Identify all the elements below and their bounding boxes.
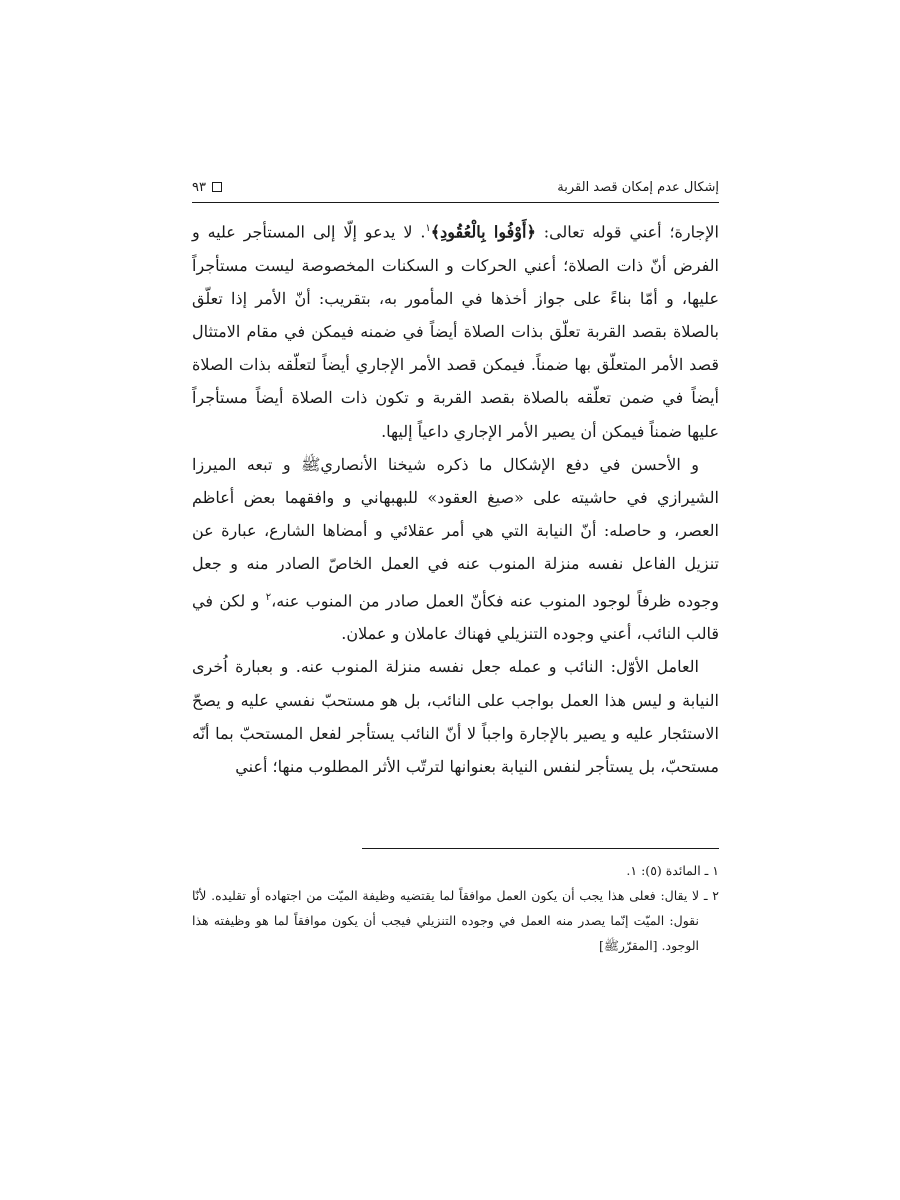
- paragraph-2: [192, 448, 719, 651]
- paragraph-3: العامل الأوّل: النائب و عمله جعل نفسه منزلة المنوب عنه. و بعبارة اُخرى النيابة و ليس هذا العمل بواجب على النائب، بل هو مستحبّ نفسي عليه و يصحّ الاستئجار عليه و يصير بالإجارة واجباً لا أنّ النائب يستأجر لفعل المستحبّ بما أنّه مستحبّ، بل يستأجر لنفس النيابة بعنوانها لترتّب الأثر المطلوب منها؛ أعني: [192, 657, 719, 776]
- footnote-ref-2: ٢: [265, 591, 272, 603]
- footnote-1: ١ ـ المائدة (٥): ١.: [626, 863, 719, 878]
- footnote-ref-1: ١: [425, 223, 431, 234]
- paragraph-1-text-b: . لا يدعو إلّا إلى المستأجر عليه و الفرض أنّ ذات الصلاة؛ أعني الحركات و السكنات المخصوصة ليست مستأجراً عليها، و أمّا بناءً على جواز أخذها في المأمور به، بتقريب: أنّ الأمر إذا تعلّق بالصلاة بقصد القربة تعلّق بذات الصلاة أيضاً في ضمنه فيمكن في مقام الامتثال قصد الأمر المتعلّق بها ضمناً. فيمكن قصد الأمر الإجاري أيضاً لتعلّقه بذات الصلاة أيضاً في ضمن تعلّقه بالصلاة بقصد القربة و تكون ذات الصلاة أيضاً مستأجراً عليها ضمناً فيمكن أن يصير الأمر الإجاري داعياً إليها.: [192, 222, 719, 441]
- quran-verse: ﴿أَوْفُوا بِالْعُقُودِ﴾: [430, 222, 536, 242]
- body-text: [192, 212, 719, 783]
- paragraph-1-text-a: الإجارة؛ أعني قوله تعالى:: [535, 222, 719, 242]
- paragraph-2-text-a: و الأحسن في دفع الإشكال ما ذكره شيخنا الأنصاري‏ﷺ و تبعه الميرزا الشيرازي في حاشيته على «صيغ العقود» للبهبهاني و وافقهما بعض أعاظم العصر، و حاصله: أنّ النيابة التي هي أمر عقلائي و أمضاها الشارع، عبارة عن تنزيل الفاعل نفسه منزلة المنوب عنه في العمل الخاصّ الصادر منه و جعل وجوده ظرفاً لوجود المنوب عنه فكأنّ العمل صادر من المنوب عنه،: [192, 454, 720, 610]
- paragraph-1: [192, 212, 719, 448]
- chapter-title: إشكال عدم إمكان قصد القربة: [557, 180, 719, 195]
- square-icon: [212, 182, 222, 192]
- running-header: [192, 178, 719, 200]
- page-number-group: [192, 180, 222, 195]
- footnotes: [192, 858, 719, 958]
- footnote-separator: [362, 848, 719, 849]
- paragraph-2-text-b: و لكن في قالب النائب، أعني وجوده التنزيلي فهناك عاملان و عملان.: [192, 590, 719, 644]
- header-rule: [192, 202, 719, 203]
- page-number: ٩٣: [192, 180, 206, 195]
- footnote-2: ٢ ـ لا يقال: فعلى هذا يجب أن يكون العمل موافقاً لما يقتضيه وظيفة الميّت من اجتهاده أو تقليده. لأنّا نقول: الميّت إنّما يصدر منه العمل في وجوده التنزيلي فيجب أن يكون موافقاً لما هو وظيفته هذا الوجود. [المقرّرﷺ]: [192, 888, 719, 953]
